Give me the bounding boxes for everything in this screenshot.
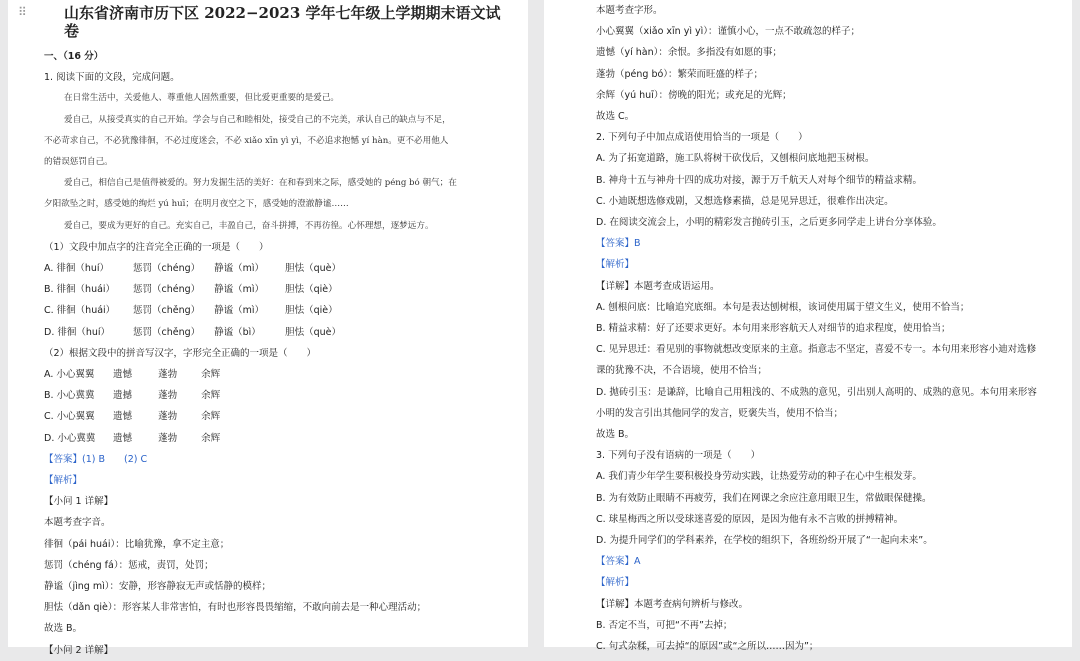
passage-line: 爱自己，要成为更好的自己。充实自己，丰盈自己，奋斗拼搏，不再彷徨。心怀理想，逐梦远方。 — [64, 220, 434, 231]
option-cell: 静谧（mì） — [214, 305, 264, 317]
passage-line: 爱自己，相信自己是值得被爱的。努力发掘生活的美好：在和春到来之际，感受她的 péng bó 朝气；在 — [64, 178, 457, 189]
option-cell: 静谧（mì） — [214, 284, 264, 296]
option-cell: C. 小心翼翼 — [44, 411, 95, 423]
detail-heading: 【详解】本题考查病句辨析与修改。 — [596, 598, 749, 610]
option-line: B. 神舟十五与神舟十四的成功对接，源于万千航天人对每个细节的精益求精。 — [596, 174, 923, 186]
option-cell: 遗憾 — [113, 369, 133, 381]
option-line: C. 球星梅西之所以受球迷喜爱的原因，是因为他有永不言败的拼搏精神。 — [596, 513, 904, 525]
detail-line: 本题考查字音。 — [44, 517, 111, 529]
option-cell: 遗撼 — [113, 390, 133, 402]
page-title: 山东省济南市历下区 2022−2023 学年七年级上学期期末语文试卷 — [64, 4, 501, 40]
detail-line: 余辉（yú huī）：傍晚的阳光；或充足的光辉； — [596, 89, 792, 101]
option-cell: 静谧（bì） — [214, 326, 261, 338]
passage-line: 不必苛求自己，不必犹豫徘徊，不必过度迷会，不必 xiǎo xīn yì yì，不必追求抱憾 yí hàn。更不必用他人 — [44, 135, 449, 146]
detail-line: A. 刨根问底：比喻追究底细。本句是表达刨树根，该词使用属于望文生义，使用不恰当； — [596, 301, 970, 313]
option-cell: 余辉 — [201, 432, 221, 444]
option-line: B. 为有效防止眼睛不再疲劳，我们在网课之余应注意用眼卫生，常做眼保健操。 — [596, 492, 932, 504]
detail-line: 课的犹豫不决，不合语境，使用不恰当； — [596, 365, 768, 377]
option-cell: A. 徘徊（huí） — [44, 263, 110, 275]
detail-line: 遗憾（yí hàn）：余恨。多指没有如愿的事； — [596, 47, 782, 59]
detail-line: 蓬勃（péng bó）：繁荣而旺盛的样子； — [596, 68, 764, 80]
detail-line: 故选 B。 — [44, 623, 83, 635]
option-line: D. 在阅读交流会上，小明的精彩发言抛砖引玉，之后更多同学走上讲台分享体验。 — [596, 217, 942, 229]
detail-line: 徘徊（pái huái）：比喻犹豫，拿不定主意； — [44, 538, 230, 550]
passage-line: 爱自己，从接受真实的自己开始。学会与自己和睦相处，接受自己的不完美，承认自己的缺点与不足， — [64, 114, 451, 125]
answer-label: 【答案】(1) B (2) C — [44, 453, 148, 465]
option-cell: 胆怯（què） — [285, 263, 341, 275]
detail-line: 静谧（jìng mì）：安静，形容静寂无声或恬静的模样； — [44, 581, 271, 593]
detail-line: C. 见异思迁：看见别的事物就想改变原来的主意。指意志不坚定，喜爱不专一。本句用来形容小迪对选修 — [596, 344, 1037, 356]
drag-handle-icon[interactable]: ⠿ — [18, 5, 27, 19]
detail-line: B. 否定不当，可把“不再”去掉； — [596, 619, 733, 631]
option-cell: 蓬勃 — [158, 390, 178, 402]
passage-line: 的错误惩罚自己。 — [44, 157, 113, 168]
option-cell: 惩罚（chéng） — [133, 263, 201, 275]
option-cell: 余辉 — [201, 411, 221, 423]
detail-line: 惩罚（chéng fá）：惩戒，责罚，处罚； — [44, 559, 214, 571]
subquestion-2: （2）根据文段中的拼音写汉字，字形完全正确的一项是（ ） — [44, 347, 317, 359]
option-cell: B. 徘徊（huái） — [44, 284, 116, 296]
detail-heading: 【小问 2 详解】 — [44, 644, 114, 656]
document-page-right — [544, 0, 1072, 653]
detail-line: B. 精益求精：好了还要求更好。本句用来形容航天人对细节的追求程度，使用恰当； — [596, 323, 951, 335]
option-row — [44, 385, 514, 406]
option-cell: C. 徘徊（huái） — [44, 305, 116, 317]
question-2-prompt: 2. 下列句子中加点成语使用恰当的一项是（ ） — [596, 132, 808, 144]
option-cell: 静谧（mì） — [214, 263, 264, 275]
answer-label: 【答案】B — [596, 238, 641, 250]
option-cell: 遗憾 — [113, 432, 133, 444]
detail-line: D. 抛砖引玉：是谦辞，比喻自己用粗浅的、不成熟的意见，引出别人高明的、成熟的意见。本句用来形容 — [596, 386, 1037, 398]
option-cell: 余辉 — [201, 390, 221, 402]
question-1-prompt: 1. 阅读下面的文段，完成问题。 — [44, 72, 180, 84]
option-row — [44, 428, 514, 449]
detail-line: 小心翼翼（xiǎo xīn yì yì）：谨慎小心，一点不敢疏忽的样子； — [596, 26, 861, 38]
subquestion-1: （1）文段中加点字的注音完全正确的一项是（ ） — [44, 241, 269, 253]
option-cell: 遗憾 — [113, 411, 133, 423]
detail-heading: 【小问 1 详解】 — [44, 496, 114, 508]
detail-line: 小明的发言引出其他同学的发言，贬褒失当，使用不恰当； — [596, 407, 844, 419]
detail-line: C. 句式杂糅，可去掉“的原因”或“之所以……因为”； — [596, 641, 819, 653]
option-cell: 蓬勃 — [158, 432, 178, 444]
option-cell: 胆怯（què） — [285, 326, 341, 338]
detail-line: 胆怯（dǎn qiè）：形容某人非常害怕，有时也形容畏畏缩缩，不敢向前去是一种心理活动； — [44, 602, 427, 614]
option-row — [44, 406, 514, 427]
option-cell: 蓬勃 — [158, 369, 178, 381]
document-page-left — [8, 0, 528, 656]
option-cell: 惩罚（chéng） — [133, 284, 201, 296]
detail-line: 故选 C。 — [596, 111, 635, 123]
option-cell: 余辉 — [201, 369, 221, 381]
answer-label: 【答案】A — [596, 556, 641, 568]
option-row — [44, 279, 514, 300]
analysis-label: 【解析】 — [44, 475, 83, 487]
option-line: A. 我们青少年学生要积极投身劳动实践，让热爱劳动的种子在心中生根发芽。 — [596, 471, 922, 483]
option-cell: B. 小心冀冀 — [44, 390, 95, 402]
option-row — [44, 258, 514, 279]
option-cell: 蓬勃 — [158, 411, 178, 423]
detail-heading: 【详解】本题考查成语运用。 — [596, 280, 720, 292]
option-line: D. 为提升同学们的学科素养，在学校的组织下，各班纷纷开展了“一起向未来”。 — [596, 535, 933, 547]
option-cell: 惩罚（chěng） — [133, 305, 201, 317]
option-cell: 胆怯（qiè） — [285, 305, 338, 317]
option-cell: 惩罚（chěng） — [133, 326, 201, 338]
option-line: C. 小迪既想选修戏剧，又想选修素描，总是见异思迁，很难作出决定。 — [596, 195, 894, 207]
detail-line: 故选 B。 — [596, 429, 635, 441]
passage-line: 夕阳欲坠之时，感受她的绚烂 yú huī；在明月夜空之下，感受她的澄澈静谧…… — [44, 199, 349, 210]
option-line: A. 为了拓宽道路，施工队将树干砍伐后，又刨根问底地把玉树根。 — [596, 153, 875, 165]
option-cell: D. 徘徊（huí） — [44, 326, 111, 338]
option-cell: A. 小心翼翼 — [44, 369, 95, 381]
analysis-label: 【解析】 — [596, 259, 635, 271]
option-cell: 胆怯（qiè） — [285, 284, 338, 296]
section-heading: 一、（16 分） — [44, 51, 104, 62]
question-3-prompt: 3. 下列句子没有语病的一项是（ ） — [596, 450, 761, 462]
passage-line: 在日常生活中，关爱他人、尊重他人固然重要，但比爱更重要的是爱己。 — [64, 93, 340, 104]
analysis-label: 【解析】 — [596, 577, 635, 589]
option-cell: D. 小心冀冀 — [44, 432, 96, 444]
option-row — [44, 364, 514, 385]
option-row — [44, 300, 514, 321]
detail-line: 本题考查字形。 — [596, 5, 663, 16]
option-row — [44, 322, 514, 343]
